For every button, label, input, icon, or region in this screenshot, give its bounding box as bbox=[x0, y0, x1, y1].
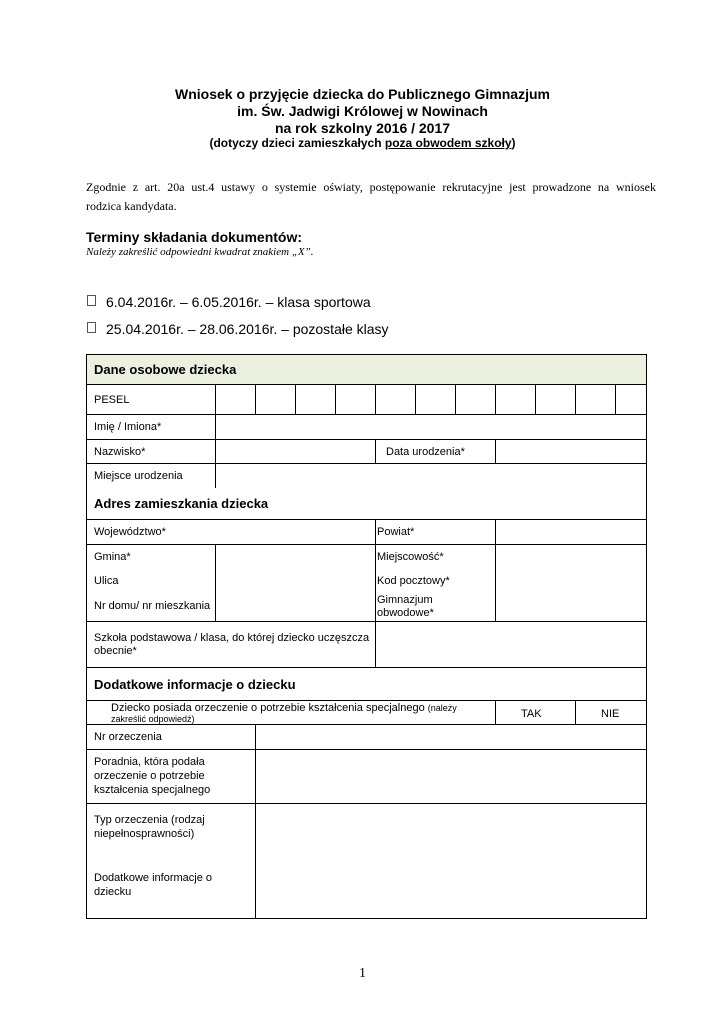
house-number-label: Nr domu/ nr mieszkania bbox=[94, 600, 211, 612]
terms-title: Terminy składania dokumentów: bbox=[86, 229, 303, 245]
district-school-label-2: obwodowe* bbox=[377, 607, 434, 619]
certificate-number-label: Nr orzeczenia bbox=[94, 731, 162, 743]
pesel-label: PESEL bbox=[94, 394, 130, 406]
extra-info-label-2: dziecku bbox=[94, 886, 132, 898]
certificate-note-b: zakreślić odpowiedź) bbox=[111, 714, 195, 724]
form-title-line2: im. Św. Jadwigi Królowej w Nowinach bbox=[237, 103, 488, 119]
option-sport-label: 6.04.2016r. – 6.05.2016r. – klasa sportowa bbox=[106, 294, 371, 310]
primary-school-label-2: obecnie* bbox=[94, 645, 137, 657]
certificate-question-text: Dziecko posiada orzeczenie o potrzebie kształcenia specjalnego bbox=[111, 702, 425, 714]
street-label: Ulica bbox=[94, 575, 119, 587]
surname-field[interactable] bbox=[215, 439, 373, 462]
birth-place-label: Miejsce urodzenia bbox=[94, 470, 183, 482]
certificate-note-a: (należy bbox=[427, 703, 457, 713]
form-title-line1: Wniosek o przyjęcie dziecka do Publicznego Gimnazjum bbox=[175, 86, 550, 102]
primary-school-label-1: Szkoła podstawowa / klasa, do której dziecko uczęszcza bbox=[94, 632, 370, 644]
section1-title: Dane osobowe dziecka bbox=[94, 362, 237, 377]
district-school-label-1: Gimnazjum bbox=[377, 594, 433, 606]
yes-option[interactable]: TAK bbox=[521, 708, 542, 720]
birth-date-label: Data urodzenia* bbox=[386, 446, 465, 458]
form-subtitle bbox=[0, 136, 725, 150]
terms-note: Należy zakreślić odpowiedni kwadrat znakiem „X”. bbox=[86, 246, 314, 258]
postal-code-label: Kod pocztowy* bbox=[377, 575, 450, 587]
type-label-1: Typ orzeczenia (rodzaj bbox=[94, 814, 205, 826]
commune-label: Gmina* bbox=[94, 551, 131, 563]
subtitle-underlined: poza obwodem szkoły bbox=[384, 136, 512, 150]
section3-title: Dodatkowe informacje o dziecku bbox=[94, 677, 296, 692]
county-label: Powiat* bbox=[377, 526, 415, 538]
form-title-line3: na rok szkolny 2016 / 2017 bbox=[274, 120, 451, 136]
no-option[interactable]: NIE bbox=[601, 708, 620, 720]
birth-place-field[interactable] bbox=[215, 463, 645, 487]
subtitle-post: ) bbox=[511, 136, 516, 150]
intro-line1: Zgodnie z art. 20a ust.4 ustawy o systemie oświaty, postępowanie rekrutacyjne jest prowadzone na wniosek bbox=[86, 180, 656, 194]
clinic-label-2: orzeczenie o potrzebie bbox=[94, 770, 205, 782]
subtitle-pre: (dotyczy dzieci zamieszkałych bbox=[209, 136, 385, 150]
clinic-label-3: kształcenia specjalnego bbox=[94, 784, 211, 796]
type-label-2: niepełnosprawności) bbox=[94, 828, 195, 840]
page-number: 1 bbox=[359, 966, 366, 981]
intro-line2: rodzica kandydata. bbox=[86, 199, 177, 213]
town-label: Miejscowość* bbox=[377, 551, 444, 563]
first-name-label: Imię / Imiona* bbox=[94, 421, 162, 433]
option-other-checkbox[interactable] bbox=[87, 322, 96, 333]
birth-date-field[interactable] bbox=[495, 439, 645, 462]
surname-label: Nazwisko* bbox=[94, 446, 146, 458]
option-sport-checkbox[interactable] bbox=[87, 295, 96, 306]
voivodeship-label: Województwo* bbox=[94, 526, 166, 538]
option-other-label: 25.04.2016r. – 28.06.2016r. – pozostałe klasy bbox=[106, 321, 389, 337]
section2-title: Adres zamieszkania dziecka bbox=[94, 496, 269, 511]
extra-info-label-1: Dodatkowe informacje o bbox=[94, 872, 213, 884]
first-name-field[interactable] bbox=[215, 414, 645, 438]
clinic-label-1: Poradnia, która podała bbox=[94, 756, 205, 768]
